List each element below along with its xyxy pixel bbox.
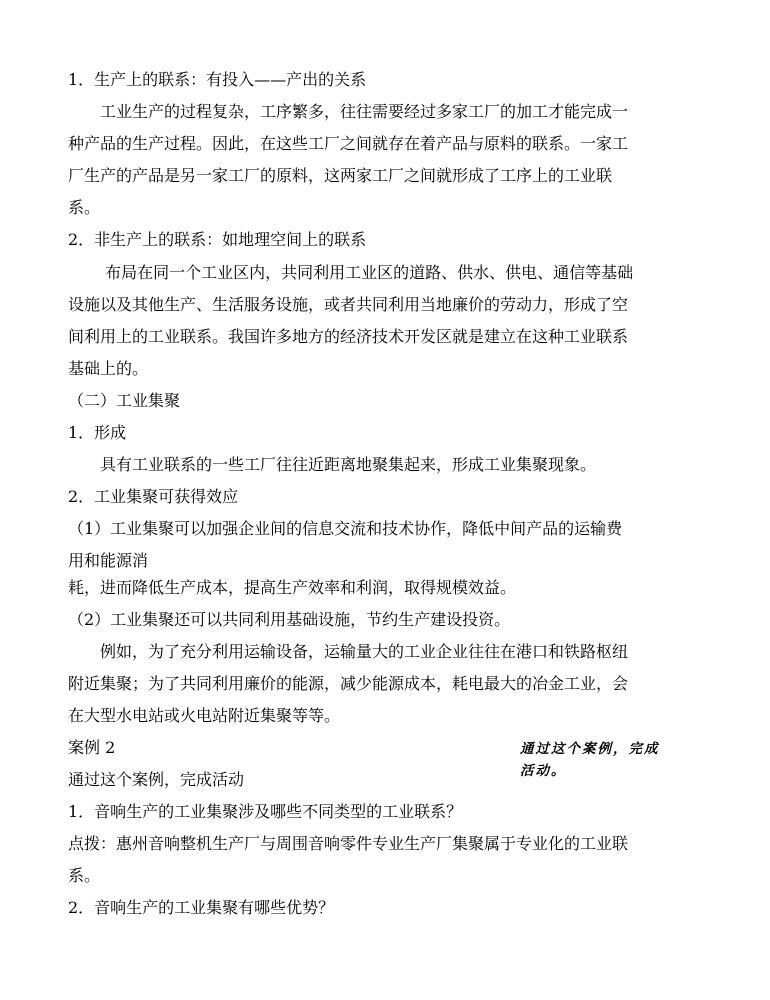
case-instruction: 通过这个案例，完成活动 [68, 770, 245, 789]
paragraph-line: （2）工业集聚还可以共同利用基础设施，节约生产建设投资。 [68, 610, 511, 629]
section-heading-industrial-agglomeration: （二）工业集聚 [68, 391, 181, 410]
heading-spatial-linkage: 2．非生产上的联系：如地理空间上的联系 [68, 230, 367, 249]
subheading-formation: 1．形成 [68, 423, 127, 442]
paragraph-line: 间利用上的工业联系。我国许多地方的经济技术开发区就是建立在这种工业联系 [68, 327, 629, 346]
paragraph-line: 具有工业联系的一些工厂往往近距离地聚集起来，形成工业集聚现象。 [68, 455, 597, 474]
paragraph-line: 工业生产的过程复杂，工序繁多，往往需要经过多家工厂的加工才能完成一 [68, 102, 629, 121]
subheading-effects: 2．工业集聚可获得效应 [68, 487, 239, 506]
paragraph-line: 布局在同一个工业区内，共同利用工业区的道路、供水、供电、通信等基础 [68, 263, 634, 282]
paragraph-line: 在大型水电站或火电站附近集聚等等。 [68, 706, 341, 725]
margin-note: 通过这个案例，完成 活动。 [520, 741, 660, 779]
paragraph-line: 耗，进而降低生产成本，提高生产效率和利润，取得规模效益。 [68, 578, 517, 597]
paragraph-line: 例如，为了充分利用运输设备，运输量大的工业企业往往在港口和铁路枢纽 [68, 642, 629, 661]
paragraph-line: 种产品的生产过程。因此，在这些工厂之间就存在着产品与原料的联系。一家工 [68, 134, 629, 153]
paragraph-line: 设施以及其他生产、生活服务设施，或者共同利用当地廉价的劳动力，形成了空 [68, 295, 629, 314]
hint-line: 系。 [68, 866, 101, 885]
paragraph-line: 厂生产的产品是另一家工厂的原料，这两家工厂之间就形成了工序上的工业联 [68, 166, 613, 185]
heading-production-linkage: 1．生产上的联系：有投入——产出的关系 [68, 70, 367, 89]
paragraph-line: 用和能源消 [68, 551, 149, 570]
paragraph-line: 基础上的。 [68, 359, 149, 378]
hint-line: 点拨：惠州音响整机生产厂与周围音响零件专业生产厂集聚属于专业化的工业联 [68, 834, 629, 853]
paragraph-line: 附近集聚；为了共同利用廉价的能源，减少能源成本，耗电最大的冶金工业，会 [68, 674, 629, 693]
paragraph-line: 系。 [68, 198, 101, 217]
question-1: 1．音响生产的工业集聚涉及哪些不同类型的工业联系？ [68, 802, 463, 821]
paragraph-line: （1）工业集聚可以加强企业间的信息交流和技术协作，降低中间产品的运输费 [68, 519, 623, 538]
question-2: 2．音响生产的工业集聚有哪些优势？ [68, 898, 335, 917]
case-heading: 案例 2 [68, 738, 116, 757]
